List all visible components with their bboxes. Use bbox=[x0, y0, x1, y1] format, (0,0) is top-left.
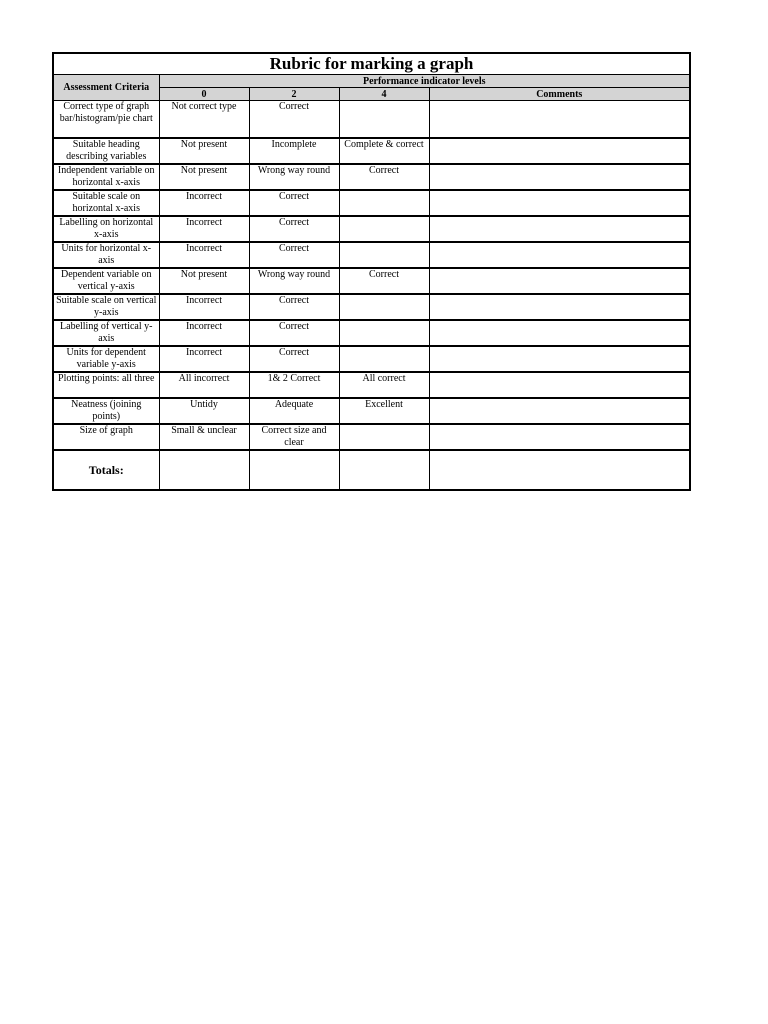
comments-cell[interactable] bbox=[429, 372, 690, 398]
level-2-cell: Wrong way round bbox=[249, 164, 339, 190]
table-row bbox=[53, 424, 690, 450]
header-level-4: 4 bbox=[339, 88, 429, 101]
level-2-cell: Correct bbox=[249, 320, 339, 346]
comments-cell[interactable] bbox=[429, 346, 690, 372]
level-2-cell: Correct bbox=[249, 216, 339, 242]
criteria-cell: Suitable scale on horizontal x-axis bbox=[53, 190, 159, 216]
level-2-cell: Wrong way round bbox=[249, 268, 339, 294]
table-row bbox=[53, 138, 690, 164]
totals-label: Totals: bbox=[53, 450, 159, 490]
level-2-cell: Correct size and clear bbox=[249, 424, 339, 450]
comments-cell[interactable] bbox=[429, 190, 690, 216]
level-0-cell: Not correct type bbox=[159, 101, 249, 139]
comments-cell[interactable] bbox=[429, 216, 690, 242]
level-4-cell: Correct bbox=[339, 164, 429, 190]
criteria-cell: Correct type of graph bar/histogram/pie chart bbox=[53, 101, 159, 139]
table-row bbox=[53, 190, 690, 216]
level-0-cell: Not present bbox=[159, 138, 249, 164]
header-level-0: 0 bbox=[159, 88, 249, 101]
level-0-cell: Incorrect bbox=[159, 216, 249, 242]
level-4-cell[interactable] bbox=[339, 424, 429, 450]
level-0-cell: Incorrect bbox=[159, 190, 249, 216]
level-0-cell: Untidy bbox=[159, 398, 249, 424]
level-4-cell[interactable] bbox=[339, 101, 429, 139]
table-row bbox=[53, 268, 690, 294]
comments-cell[interactable] bbox=[429, 164, 690, 190]
level-2-cell: Correct bbox=[249, 346, 339, 372]
criteria-cell: Plotting points: all three bbox=[53, 372, 159, 398]
level-0-cell: Incorrect bbox=[159, 346, 249, 372]
level-0-cell: All incorrect bbox=[159, 372, 249, 398]
level-0-cell: Incorrect bbox=[159, 242, 249, 268]
level-2-cell: Correct bbox=[249, 294, 339, 320]
level-4-cell: Complete & correct bbox=[339, 138, 429, 164]
criteria-cell: Units for horizontal x-axis bbox=[53, 242, 159, 268]
comments-cell[interactable] bbox=[429, 242, 690, 268]
totals-row bbox=[53, 450, 690, 490]
criteria-cell: Units for dependent variable y-axis bbox=[53, 346, 159, 372]
rubric-sheet bbox=[52, 52, 689, 491]
criteria-cell: Suitable heading describing variables bbox=[53, 138, 159, 164]
rubric-table bbox=[52, 52, 691, 491]
level-2-cell: Correct bbox=[249, 242, 339, 268]
page-title: Rubric for marking a graph bbox=[53, 53, 690, 75]
comments-cell[interactable] bbox=[429, 101, 690, 139]
level-4-cell[interactable] bbox=[339, 294, 429, 320]
comments-cell[interactable] bbox=[429, 268, 690, 294]
level-4-cell[interactable] bbox=[339, 190, 429, 216]
criteria-cell: Dependent variable on vertical y-axis bbox=[53, 268, 159, 294]
level-2-cell: Adequate bbox=[249, 398, 339, 424]
level-0-cell: Not present bbox=[159, 268, 249, 294]
level-4-cell: Correct bbox=[339, 268, 429, 294]
criteria-cell: Suitable scale on vertical y-axis bbox=[53, 294, 159, 320]
level-0-cell: Small & unclear bbox=[159, 424, 249, 450]
level-0-cell: Not present bbox=[159, 164, 249, 190]
level-4-cell[interactable] bbox=[339, 242, 429, 268]
level-4-cell: Excellent bbox=[339, 398, 429, 424]
table-row bbox=[53, 320, 690, 346]
comments-cell[interactable] bbox=[429, 320, 690, 346]
level-4-cell[interactable] bbox=[339, 216, 429, 242]
level-4-cell[interactable] bbox=[339, 320, 429, 346]
table-row bbox=[53, 346, 690, 372]
criteria-cell: Size of graph bbox=[53, 424, 159, 450]
table-row bbox=[53, 294, 690, 320]
table-row bbox=[53, 398, 690, 424]
comments-cell[interactable] bbox=[429, 138, 690, 164]
table-row bbox=[53, 101, 690, 139]
criteria-cell: Labelling on horizontal x-axis bbox=[53, 216, 159, 242]
level-2-cell: Correct bbox=[249, 101, 339, 139]
total-level-4-cell[interactable] bbox=[339, 450, 429, 490]
level-0-cell: Incorrect bbox=[159, 294, 249, 320]
header-performance-levels: Performance indicator levels bbox=[159, 75, 690, 88]
header-assessment-criteria: Assessment Criteria bbox=[53, 75, 159, 101]
criteria-cell: Independent variable on horizontal x-axis bbox=[53, 164, 159, 190]
comments-cell[interactable] bbox=[429, 424, 690, 450]
level-4-cell[interactable] bbox=[339, 346, 429, 372]
level-2-cell: 1& 2 Correct bbox=[249, 372, 339, 398]
comments-cell[interactable] bbox=[429, 398, 690, 424]
total-level-2-cell[interactable] bbox=[249, 450, 339, 490]
comments-cell[interactable] bbox=[429, 294, 690, 320]
table-row bbox=[53, 242, 690, 268]
level-4-cell: All correct bbox=[339, 372, 429, 398]
table-row bbox=[53, 372, 690, 398]
header-comments: Comments bbox=[429, 88, 690, 101]
table-row bbox=[53, 216, 690, 242]
level-0-cell: Incorrect bbox=[159, 320, 249, 346]
criteria-cell: Neatness (joining points) bbox=[53, 398, 159, 424]
rubric-body bbox=[53, 101, 690, 491]
table-row bbox=[53, 164, 690, 190]
header-level-2: 2 bbox=[249, 88, 339, 101]
total-level-0-cell[interactable] bbox=[159, 450, 249, 490]
level-2-cell: Incomplete bbox=[249, 138, 339, 164]
level-2-cell: Correct bbox=[249, 190, 339, 216]
total-comments-cell[interactable] bbox=[429, 450, 690, 490]
criteria-cell: Labelling of vertical y- axis bbox=[53, 320, 159, 346]
